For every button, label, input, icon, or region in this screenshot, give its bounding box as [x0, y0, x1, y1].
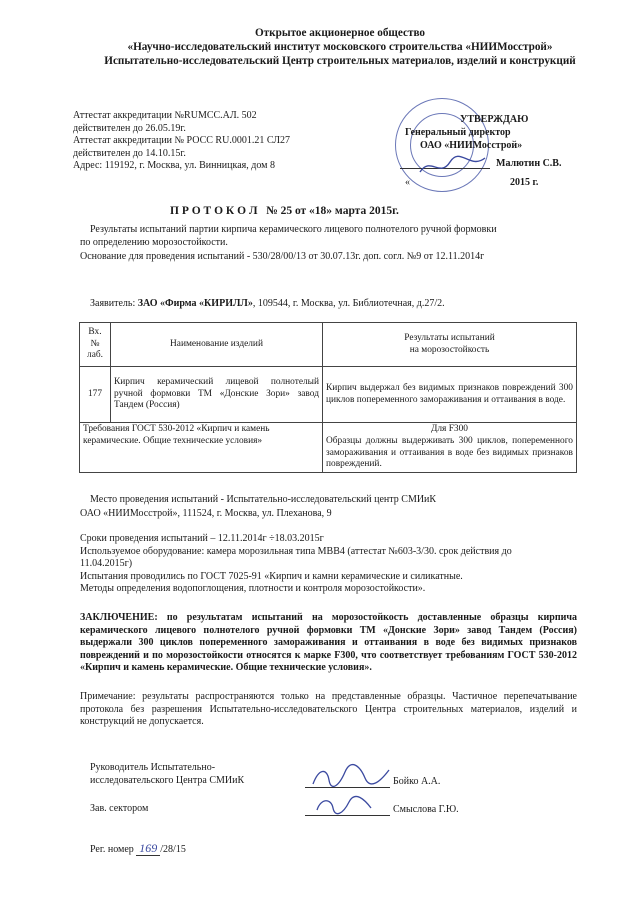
place-line-1: Место проведения испытаний - Испытательно-исследовательский центр СМИиК	[90, 494, 437, 505]
requirements-text: Образцы должны выдерживать 300 циклов, попеременного замораживания и оттаивания в воде без видимых признаков повреждений.	[326, 435, 573, 470]
col-header-lab-no: Вх. № лаб.	[80, 323, 111, 367]
reg-number-prefix: Рег. номер	[90, 844, 134, 855]
applicant-prefix: Заявитель:	[90, 298, 138, 309]
table-row	[80, 367, 577, 423]
applicant-line	[90, 298, 445, 311]
basis-line: Основание для проведения испытаний - 530/28/00/13 от 30.07.13г. доп. согл. №9 от 12.11.2014г	[80, 251, 485, 262]
header-line-3: Испытательно-исследовательский Центр строительных материалов, изделий и конструкций	[104, 55, 576, 67]
col-header-results	[323, 323, 577, 367]
head-title-line-1: Руководитель Испытательно-	[90, 762, 216, 773]
head-name: Бойко А.А.	[393, 776, 441, 787]
accreditation-line: Адрес: 119192, г. Москва, ул. Винницкая, дом 8	[73, 160, 275, 172]
accreditation-line: Аттестат аккредитации № РОСС RU.0001.21 СЛ27	[73, 135, 291, 147]
applicant-address: , 109544, г. Москва, ул. Библиотечная, д.27/2.	[252, 298, 445, 309]
sector-name: Смыслова Г.Ю.	[393, 804, 459, 815]
terms-equipment: Используемое оборудование: камера морозильная типа МВВ4 (аттестат №603-3/30. срок действия до	[80, 545, 512, 557]
header-line-2: «Научно-исследовательский институт московского строительства «НИИМосстрой»	[127, 41, 553, 53]
row-lab-no: 177	[80, 367, 111, 423]
head-signature	[305, 760, 395, 792]
col-header-results-line1: Результаты испытаний	[404, 332, 495, 343]
terms-block	[80, 533, 600, 596]
table-header-row	[80, 323, 577, 367]
protocol-title: П Р О Т О К О Л № 25 от «18» марта 2015г.	[170, 205, 399, 217]
accreditation-block	[73, 110, 290, 173]
row-product-name: Кирпич керамический лицевой полнотелый ручной формовки ТМ «Донские Зори» завод Тандем (Россия)	[111, 367, 323, 423]
terms-equipment-cont: 11.04.2015г)	[80, 558, 133, 570]
intro-line-2: по определению морозостойкости.	[80, 237, 228, 248]
terms-gost: Испытания проводились по ГОСТ 7025-91 «Кирпич и камни керамические и силикатные.	[80, 570, 463, 582]
results-table	[79, 322, 577, 473]
sector-signature	[305, 792, 395, 820]
reg-number-line	[90, 842, 186, 857]
requirements-cell	[323, 423, 577, 473]
approval-date: 2015 г.	[510, 177, 539, 188]
place-line-2: ОАО «НИИМосстрой», 111524, г. Москва, ул. Плеханова, 9	[80, 508, 332, 519]
approval-position: Генеральный директор	[405, 127, 511, 138]
accreditation-line: действителен до 26.05.19г.	[73, 122, 186, 134]
requirements-label: Требования ГОСТ 530-2012 «Кирпич и камень керамические. Общие технические условия»	[80, 423, 323, 473]
requirements-row	[80, 423, 577, 473]
conclusion: ЗАКЛЮЧЕНИЕ: по результатам испытаний на морозостойкость доставленные образцы кирпича керамического лицевого полнотелого ручной формовки ТМ «Донские Зори» завод Тандем (Россия) выдержали 300 циклов попеременного замораживания и оттаивания в воде без видимых признаков повреждений и по морозостойкости относятся к марке F300, что соответствует требованиям ГОСТ 530-2012 «Кирпич и камень керамические. Общие технические условия».	[80, 612, 577, 674]
note: Примечание: результаты распространяются только на представленные образцы. Частичное перепечатывание протокола без разрешения Испытательно-исследовательского Центра строительных материалов, изделий и конструкций не допускается.	[80, 691, 577, 728]
applicant-name: ЗАО «Фирма «КИРИЛЛ»	[137, 298, 253, 309]
accreditation-line: действителен до 14.10.15г.	[73, 147, 186, 159]
approval-title: УТВЕРЖДАЮ	[460, 114, 529, 125]
col-header-name: Наименование изделий	[111, 323, 323, 367]
sector-title: Зав. сектором	[90, 803, 149, 814]
reg-number: 169	[136, 842, 160, 856]
col-header-results-line2: на морозостойкость	[409, 344, 490, 355]
requirements-grade: Для F300	[430, 424, 468, 434]
head-title-line-2: исследовательского Центра СМИиК	[90, 775, 245, 786]
terms-dates: Сроки проведения испытаний – 12.11.2014г ÷18.03.2015г	[80, 533, 324, 544]
intro-line-1: Результаты испытаний партии кирпича керамического лицевого полнотелого ручной формовки	[90, 224, 497, 235]
row-result: Кирпич выдержал без видимых признаков повреждений 300 циклов попеременного замораживания и оттаивания в воде.	[323, 367, 577, 423]
accreditation-line: Аттестат аккредитации №RUМСС.АЛ. 502	[73, 110, 257, 121]
director-signature	[415, 150, 495, 180]
header-line-1: Открытое акционерное общество	[254, 27, 426, 39]
terms-methods: Методы определения водопоглощения, плотности и контроля морозостойкости».	[80, 583, 426, 595]
approval-signer: Малютин С.В.	[496, 158, 562, 169]
reg-number-suffix: /28/15	[160, 844, 186, 855]
approval-org: ОАО «НИИМосстрой»	[420, 140, 523, 151]
approval-date-prefix: «	[405, 177, 410, 188]
